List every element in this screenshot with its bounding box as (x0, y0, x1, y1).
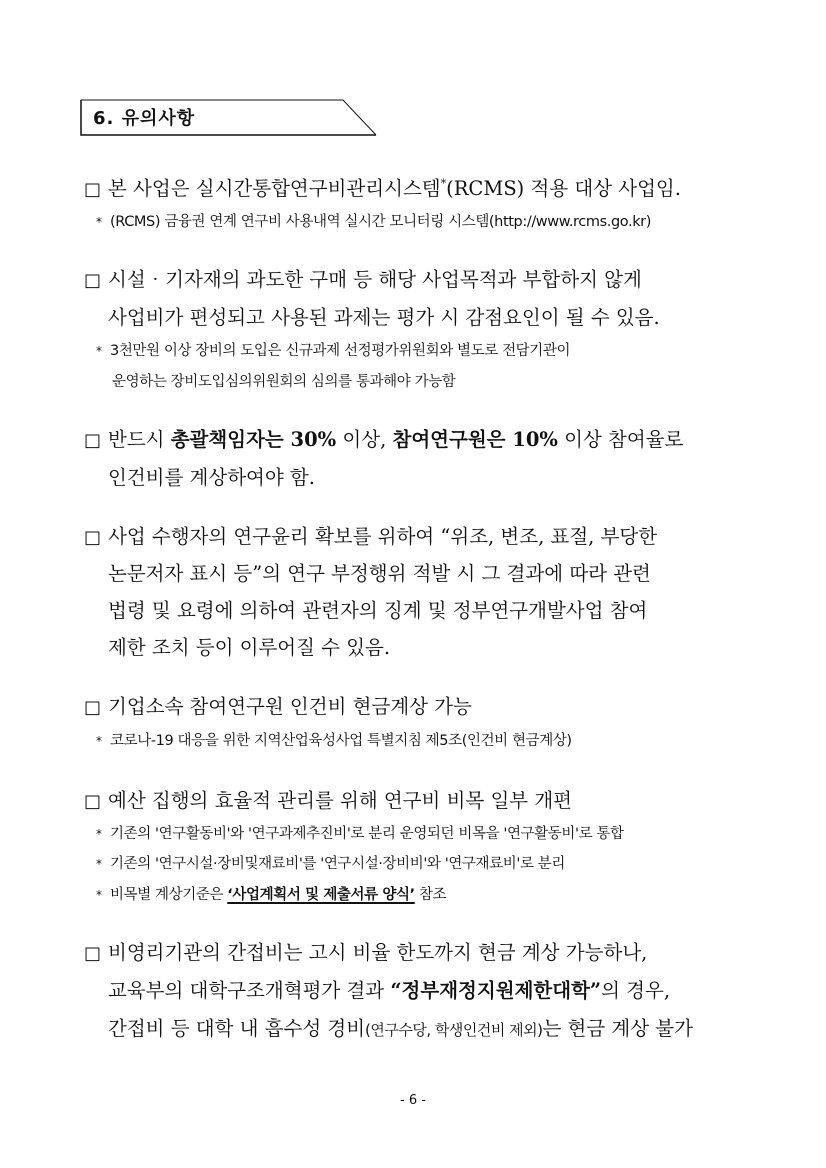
item-labor-cost: □ 기업소속 참여연구원 인건비 현금계상 가능 (84, 695, 472, 718)
item-indirect: □ 비영리기관의 간접비는 고시 비율 한도까지 현금 계상 가능하나, (84, 941, 648, 964)
item-indirect-line2: 교육부의 대학구조개혁평가 결과 “정부재정지원제한대학”의 경우, (108, 979, 671, 1002)
page-number: - 6 - (400, 1093, 426, 1108)
note-budget-2: * 기존의 '연구시설·장비및재료비'를 '연구시설·장비비'와 '연구재료비'로 분리 (96, 856, 565, 872)
asterisk-icon: * (96, 344, 102, 358)
item-participation: □ 반드시 총괄책임자는 30% 이상, 참여연구원은 10% 이상 참여율로 (84, 428, 684, 451)
section-header (80, 99, 380, 136)
checkbox-square-icon: □ (84, 430, 102, 451)
item-budget: □ 예산 집행의 효율적 관리를 위해 연구비 비목 일부 개편 (84, 789, 573, 812)
item-equipment: □ 시설‧기자재의 과도한 구매 등 해당 사업목적과 부합하지 않게 (84, 268, 642, 291)
checkbox-square-icon: □ (84, 527, 102, 548)
item-ethics: □ 사업 수행자의 연구윤리 확보를 위하여 “위조, 변조, 표절, 부당한 (84, 525, 658, 548)
item-rcms: □ 본 사업은 실시간통합연구비관리시스템*(RCMS) 적용 대상 사업임. (84, 177, 681, 200)
item-ethics-line2: 논문저자 표시 등”의 연구 부정행위 적발 시 그 결과에 따라 관련 (108, 562, 651, 585)
checkbox-square-icon: □ (84, 697, 102, 718)
item-ethics-line3: 법령 및 요령에 의하여 관련자의 징계 및 정부연구개발사업 참여 (108, 599, 648, 622)
section-title: 6. 유의사항 (93, 108, 196, 129)
checkbox-square-icon: □ (84, 791, 102, 812)
checkbox-square-icon: □ (84, 270, 102, 291)
note-equipment: * 3천만원 이상 장비의 도입은 신규과제 선정평가위원회와 별도로 전담기관이 (96, 343, 571, 359)
form-reference: ‘사업계획서 및 제출서류 양식’ (227, 887, 415, 903)
item-equipment-line2: 사업비가 편성되고 사용된 과제는 평가 시 감점요인이 될 수 있음. (108, 306, 660, 329)
item-participation-line2: 인건비를 계상하여야 함. (108, 466, 315, 489)
note-rcms: * (RCMS) 금융권 연계 연구비 사용내역 실시간 모니터링 시스템(http://www.rcms.go.kr) (96, 214, 652, 230)
checkbox-square-icon: □ (84, 179, 102, 200)
asterisk-icon: * (96, 827, 102, 841)
note-equipment-line2: 운영하는 장비도입심의위원회의 심의를 통과해야 가능함 (112, 374, 456, 390)
note-budget-1: * 기존의 '연구활동비'와 '연구과제추진비'로 분리 운영되던 비목을 '연구활동비'로 통합 (96, 826, 624, 842)
checkbox-square-icon: □ (84, 943, 102, 964)
note-labor-cost: * 코로나-19 대응을 위한 지역산업육성사업 특별지침 제5조(인건비 현금계상) (96, 733, 572, 749)
item-ethics-line4: 제한 조치 등이 이루어질 수 있음. (108, 636, 391, 659)
asterisk-icon: * (96, 857, 102, 871)
asterisk-icon: * (96, 215, 102, 229)
item-indirect-line3: 간접비 등 대학 내 흡수성 경비(연구수당, 학생인건비 제외)는 현금 계상 불가 (108, 1017, 693, 1040)
asterisk-icon: * (96, 888, 102, 902)
note-budget-3: * 비목별 계상기준은 ‘사업계획서 및 제출서류 양식’ 참조 (96, 887, 447, 903)
asterisk-icon: * (96, 734, 102, 748)
